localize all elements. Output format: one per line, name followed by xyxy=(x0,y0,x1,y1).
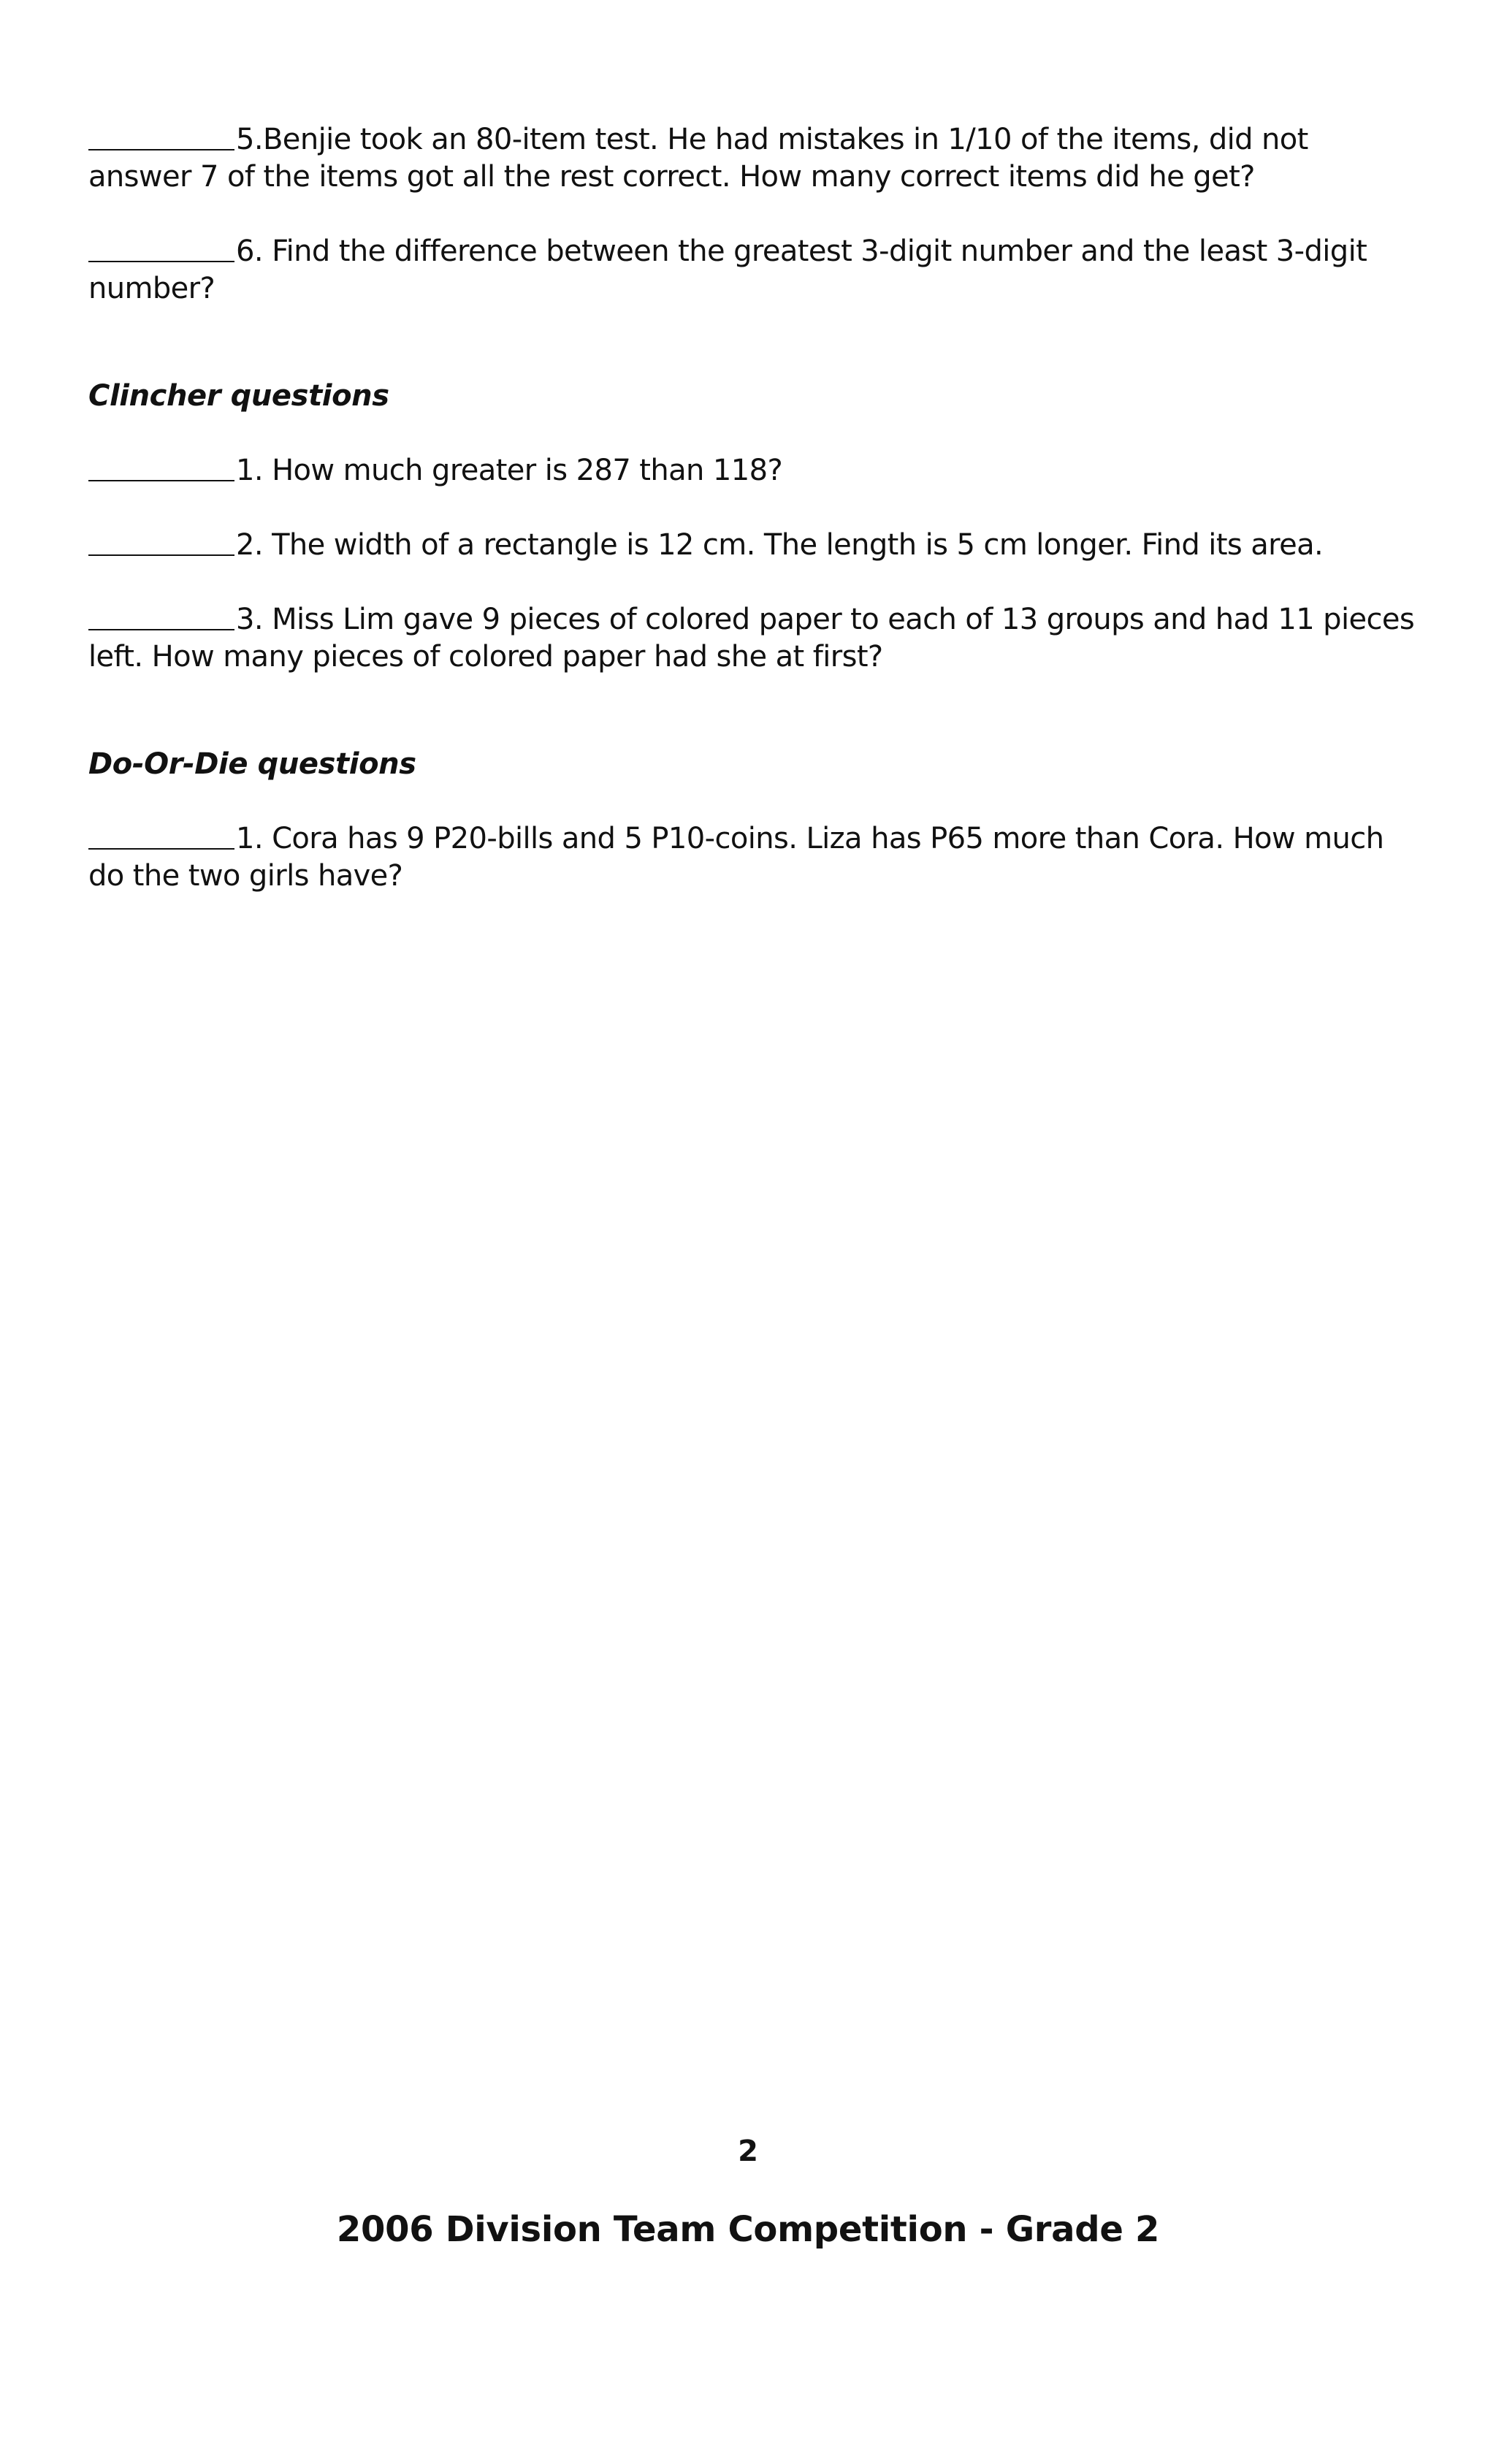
clincher-heading: Clincher questions xyxy=(88,379,389,413)
answer-blank xyxy=(88,600,234,630)
page-number: 2 xyxy=(738,2135,758,2168)
footer-title: 2006 Division Team Competition - Grade 2 xyxy=(336,2209,1160,2250)
spacer xyxy=(88,783,1418,817)
question-content xyxy=(88,118,1418,895)
spacer xyxy=(88,564,1418,598)
question-item xyxy=(88,118,1418,196)
answer-blank xyxy=(88,525,234,556)
question-text: 3. Miss Lim gave 9 pieces of colored paper to each of 13 groups and had 11 pieces left. How many pieces of colored paper had she at first? xyxy=(88,603,1415,674)
do-or-die-heading: Do-Or-Die questions xyxy=(88,747,416,781)
spacer xyxy=(88,196,1418,230)
question-item xyxy=(88,230,1418,308)
spacer xyxy=(88,308,1418,378)
spacer xyxy=(88,415,1418,449)
question-text: 1. How much greater is 287 than 118? xyxy=(236,454,783,487)
answer-blank xyxy=(88,232,234,262)
answer-blank xyxy=(88,120,234,150)
question-text: 1. Cora has 9 P20-bills and 5 P10-coins. Liza has P65 more than Cora. How much do the two girls have? xyxy=(88,822,1384,893)
spacer xyxy=(88,676,1418,746)
question-text: 2. The width of a rectangle is 12 cm. The length is 5 cm longer. Find its area. xyxy=(236,528,1324,562)
question-item xyxy=(88,817,1418,895)
question-item xyxy=(88,449,1418,489)
question-text: 5.Benjie took an 80-item test. He had mistakes in 1/10 of the items, did not answer 7 of the items got all the rest correct. How many correct items did he get? xyxy=(88,123,1308,194)
answer-blank xyxy=(88,819,234,850)
spacer xyxy=(88,489,1418,524)
question-text: 6. Find the difference between the greatest 3-digit number and the least 3-digit number? xyxy=(88,234,1367,305)
question-item xyxy=(88,524,1418,564)
question-item xyxy=(88,598,1418,676)
answer-blank xyxy=(88,451,234,481)
